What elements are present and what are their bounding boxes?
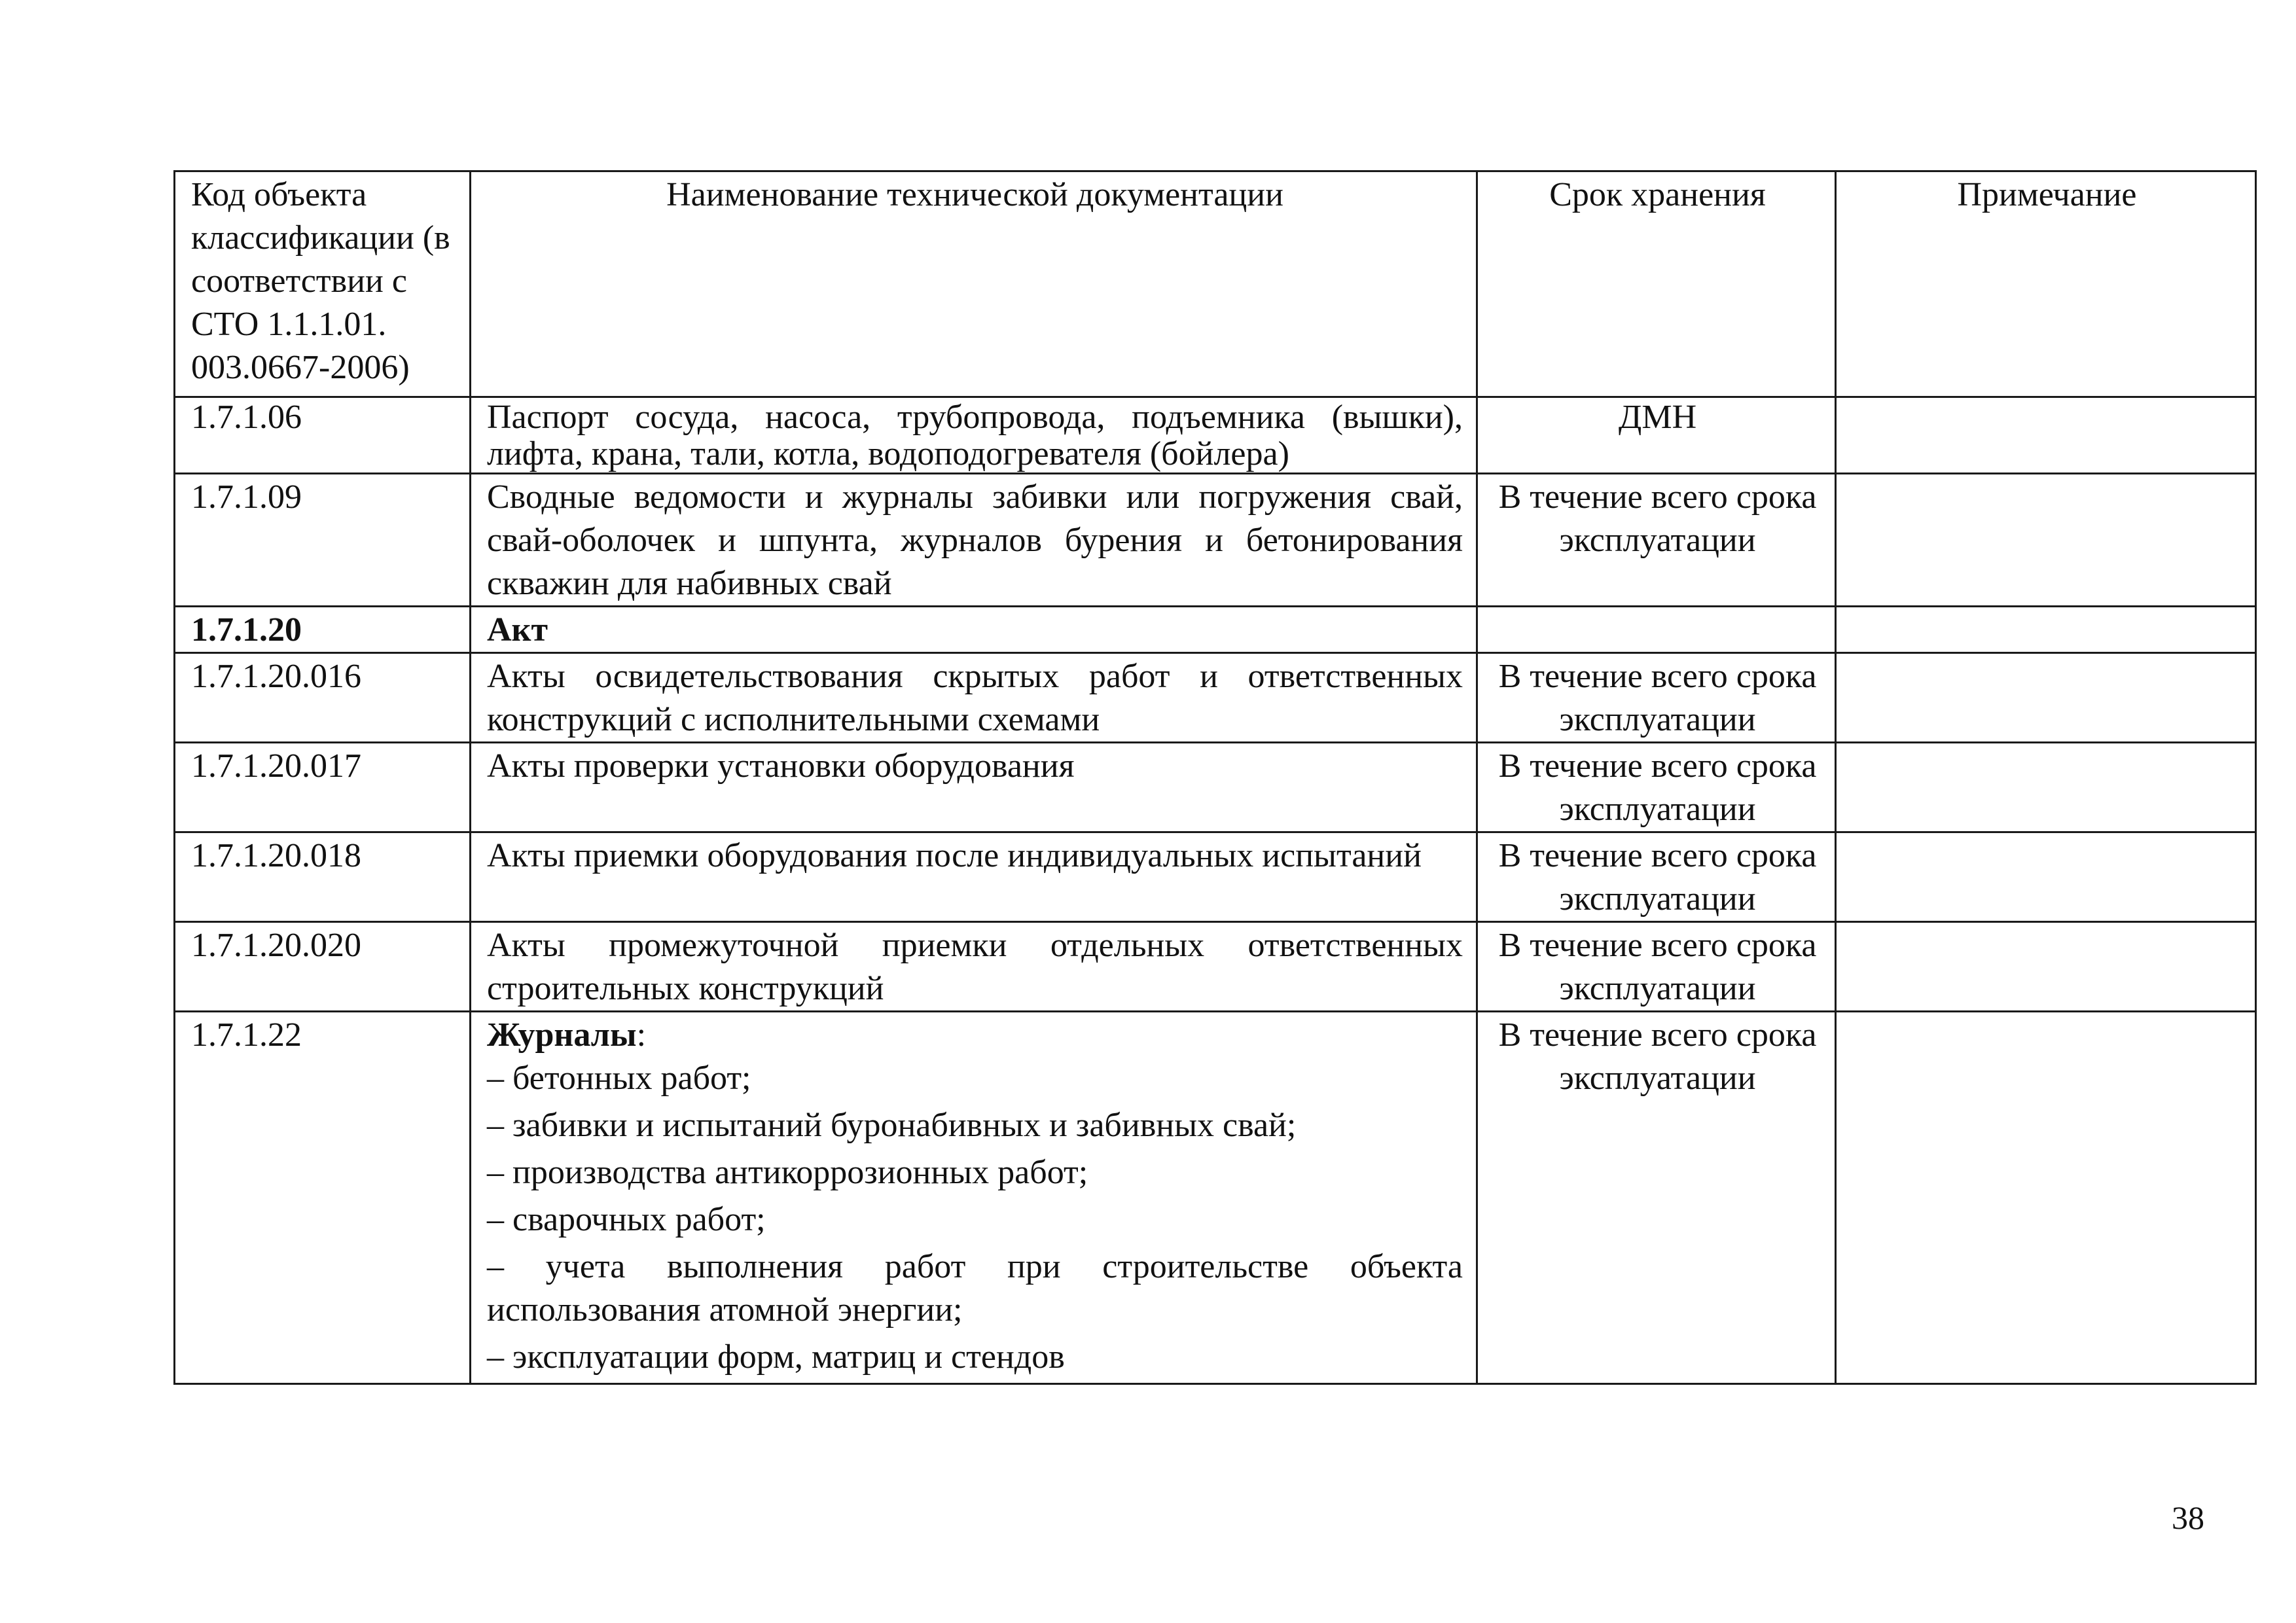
row-term (1477, 607, 1836, 653)
journals-title: Журналы (487, 1016, 637, 1054)
list-item: – эксплуатации форм, матриц и стендов (487, 1338, 1065, 1376)
row-name: Акты освидетельствования скрытых работ и ответственных конструкций с исполнительными схемами (471, 653, 1477, 743)
row-note (1836, 653, 2256, 743)
journals-colon: : (636, 1016, 647, 1054)
row-term: В течение всего срока эксплуатации (1477, 922, 1836, 1012)
list-item: – забивки и испытаний буронабивных и забивных свай; (487, 1107, 1297, 1144)
row-code: 1.7.1.09 (175, 474, 471, 607)
header-term: Срок хранения (1477, 171, 1836, 397)
table-header-row (175, 171, 2256, 397)
row-name: Акты приемки оборудования после индивидуальных испытаний (471, 832, 1477, 922)
row-name: Акты промежуточной приемки отдельных ответственных строительных конструкций (471, 922, 1477, 1012)
row-note (1836, 922, 2256, 1012)
row-term: В течение всего срока эксплуатации (1477, 832, 1836, 922)
row-term: В течение всего срока эксплуатации (1477, 653, 1836, 743)
row-name: Сводные ведомости и журналы забивки или погружения свай, свай-оболочек и шпунта, журналов бурения и бетонирования скважин для набивных свай (471, 474, 1477, 607)
row-code: 1.7.1.20 (175, 607, 471, 653)
row-code: 1.7.1.20.020 (175, 922, 471, 1012)
row-name: Акты проверки установки оборудования (471, 743, 1477, 832)
row-code: 1.7.1.20.018 (175, 832, 471, 922)
row-note (1836, 743, 2256, 832)
table-row (175, 743, 2256, 832)
row-note (1836, 1012, 2256, 1384)
page-number: 38 (2172, 1499, 2204, 1536)
row-note (1836, 397, 2256, 474)
row-code: 1.7.1.20.017 (175, 743, 471, 832)
list-item: – производства антикоррозионных работ; (487, 1154, 1088, 1191)
table-row-section (175, 607, 2256, 653)
row-note (1836, 832, 2256, 922)
row-term: В течение всего срока эксплуатации (1477, 743, 1836, 832)
row-term: В течение всего срока эксплуатации (1477, 1012, 1836, 1384)
header-name: Наименование технической документации (471, 171, 1477, 397)
table-row (175, 832, 2256, 922)
row-code: 1.7.1.22 (175, 1012, 471, 1384)
row-note (1836, 607, 2256, 653)
journals-cell (471, 1012, 1477, 1384)
row-code: 1.7.1.06 (175, 397, 471, 474)
table-row (175, 653, 2256, 743)
row-term: ДМН (1477, 397, 1836, 474)
list-item: – сварочных работ; (487, 1201, 766, 1238)
table-row-journals (175, 1012, 2256, 1384)
row-code: 1.7.1.20.016 (175, 653, 471, 743)
table-row (175, 474, 2256, 607)
retention-table (173, 170, 2257, 1385)
row-name: Паспорт сосуда, насоса, трубопровода, подъемника (вышки), лифта, крана, тали, котла, водоподогревателя (бойлера) (471, 397, 1477, 474)
row-term: В течение всего срока эксплуатации (1477, 474, 1836, 607)
table-row (175, 922, 2256, 1012)
row-name: Акт (471, 607, 1477, 653)
list-item: – учета выполнения работ при строительстве объекта использования атомной энергии; (487, 1248, 1463, 1329)
journals-list (487, 1057, 1463, 1379)
header-code: Код объекта классификации (в соответствии с СТО 1.1.1.01. 003.0667-2006) (175, 171, 471, 397)
table-row (175, 397, 2256, 474)
header-note: Примечание (1836, 171, 2256, 397)
row-note (1836, 474, 2256, 607)
list-item: – бетонных работ; (487, 1060, 751, 1097)
